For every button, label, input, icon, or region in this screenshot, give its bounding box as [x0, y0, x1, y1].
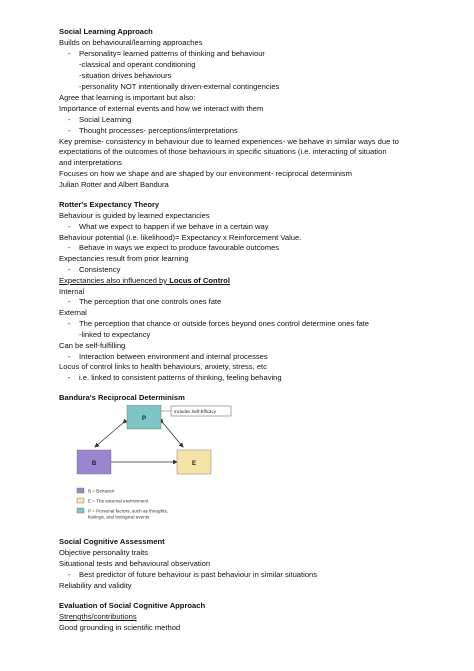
arrow-p-e	[163, 423, 183, 447]
underlined-text: Expectancies also influenced by	[59, 276, 170, 285]
legend-swatch-b	[77, 488, 84, 493]
bullet-line: - Thought processes- perceptions/interpretations	[68, 126, 238, 137]
sub-line: -personality NOT intentionally driven-external contingencies	[79, 82, 280, 91]
legend-b: B = Behavior	[88, 488, 115, 494]
text-line: Focuses on how we shape and are shaped by our environment- reciprocal determinism	[59, 169, 352, 178]
text-line: expectations of the outcomes of those behaviours in specific situations (i.e. interacting of situation	[59, 147, 387, 156]
arrow-p-b	[95, 423, 123, 447]
bullet-line: - i.e. linked to consistent patterns of thinking, feeling behaving	[68, 373, 282, 384]
text-line: Objective personality traits	[59, 548, 149, 557]
bullet-line: - Best predictor of future behaviour is past behaviour in similar situations	[68, 570, 317, 581]
legend-swatch-p	[77, 508, 84, 513]
bullet-line: - The perception that chance or outside forces beyond ones control determine ones fate	[68, 319, 369, 330]
text-line: Reliability and validity	[59, 581, 132, 590]
section-heading: Evaluation of Social Cognitive Approach	[59, 601, 206, 610]
text-line: Situational tests and behavioural observation	[59, 559, 211, 568]
reciprocal-determinism-figure	[59, 405, 244, 526]
sub-line: -situation drives behaviours	[79, 71, 172, 80]
text-line: Locus of control links to health behaviours, anxiety, stress, etc	[59, 362, 267, 371]
text-line: Julian Rotter and Albert Bandura	[59, 180, 169, 189]
text-line: External	[59, 308, 87, 317]
bullet-line: - What we expect to happen if we behave in a certain way	[68, 222, 269, 233]
node-e-label: E	[191, 461, 197, 467]
sub-line: -linked to expectancy	[79, 330, 151, 339]
legend-e: E = The external environment	[88, 498, 149, 504]
bullet-line: - Interaction between environment and internal processes	[68, 352, 268, 363]
legend-p-cont: feelings, and biological events	[88, 514, 150, 520]
bullet-line: - Consistency	[68, 265, 120, 276]
text-line: Expectancies result from prior learning	[59, 254, 189, 263]
text-line: Strengths/contributions	[59, 612, 137, 621]
bullet-line: - Behave in ways we expect to produce favourable outcomes	[68, 243, 279, 254]
text-line: Builds on behavioural/learning approaches	[59, 38, 203, 47]
bullet-line: - Social Learning	[68, 115, 131, 126]
text-line	[59, 276, 230, 287]
node-p-label: P	[141, 416, 147, 422]
sub-line: -classical and operant conditioning	[79, 60, 196, 69]
section-heading: Social Cognitive Assessment	[59, 537, 165, 546]
text-line: Can be self-fulfilling	[59, 341, 126, 350]
locus-of-control-term: Locus of Control	[169, 276, 230, 285]
text-line: Agree that learning is important but also:	[59, 93, 196, 102]
bullet-line: - The perception that one controls ones fate	[68, 297, 221, 308]
bullet-line: - Personality= learned patterns of thinking and behaviour	[68, 49, 265, 60]
text-line: Importance of external events and how we interact with them	[59, 104, 264, 113]
legend-swatch-e	[77, 498, 84, 503]
section-heading: Rotter's Expectancy Theory	[59, 200, 160, 209]
text-line: Behaviour is guided by learned expectancies	[59, 211, 210, 220]
legend-p: P = Personal factors, such as thoughts,	[88, 508, 168, 514]
node-b-label: B	[91, 461, 97, 467]
text-line: Internal	[59, 287, 85, 296]
section-heading: Social Learning Approach	[59, 27, 153, 36]
text-line: Good grounding in scientific method	[59, 623, 181, 632]
text-line: Key premise- consistency in behaviour due to learned experiences- we behave in similar ways due to	[59, 137, 399, 146]
callout-text: Includes Self-Efficacy	[174, 409, 216, 414]
text-line: Behaviour potential (i.e. likelihood)= Expectancy x Reinforcement Value.	[59, 233, 302, 242]
section-heading: Bandura's Reciprocal Determinism	[59, 393, 185, 402]
text-line: and interpretations	[59, 158, 122, 167]
